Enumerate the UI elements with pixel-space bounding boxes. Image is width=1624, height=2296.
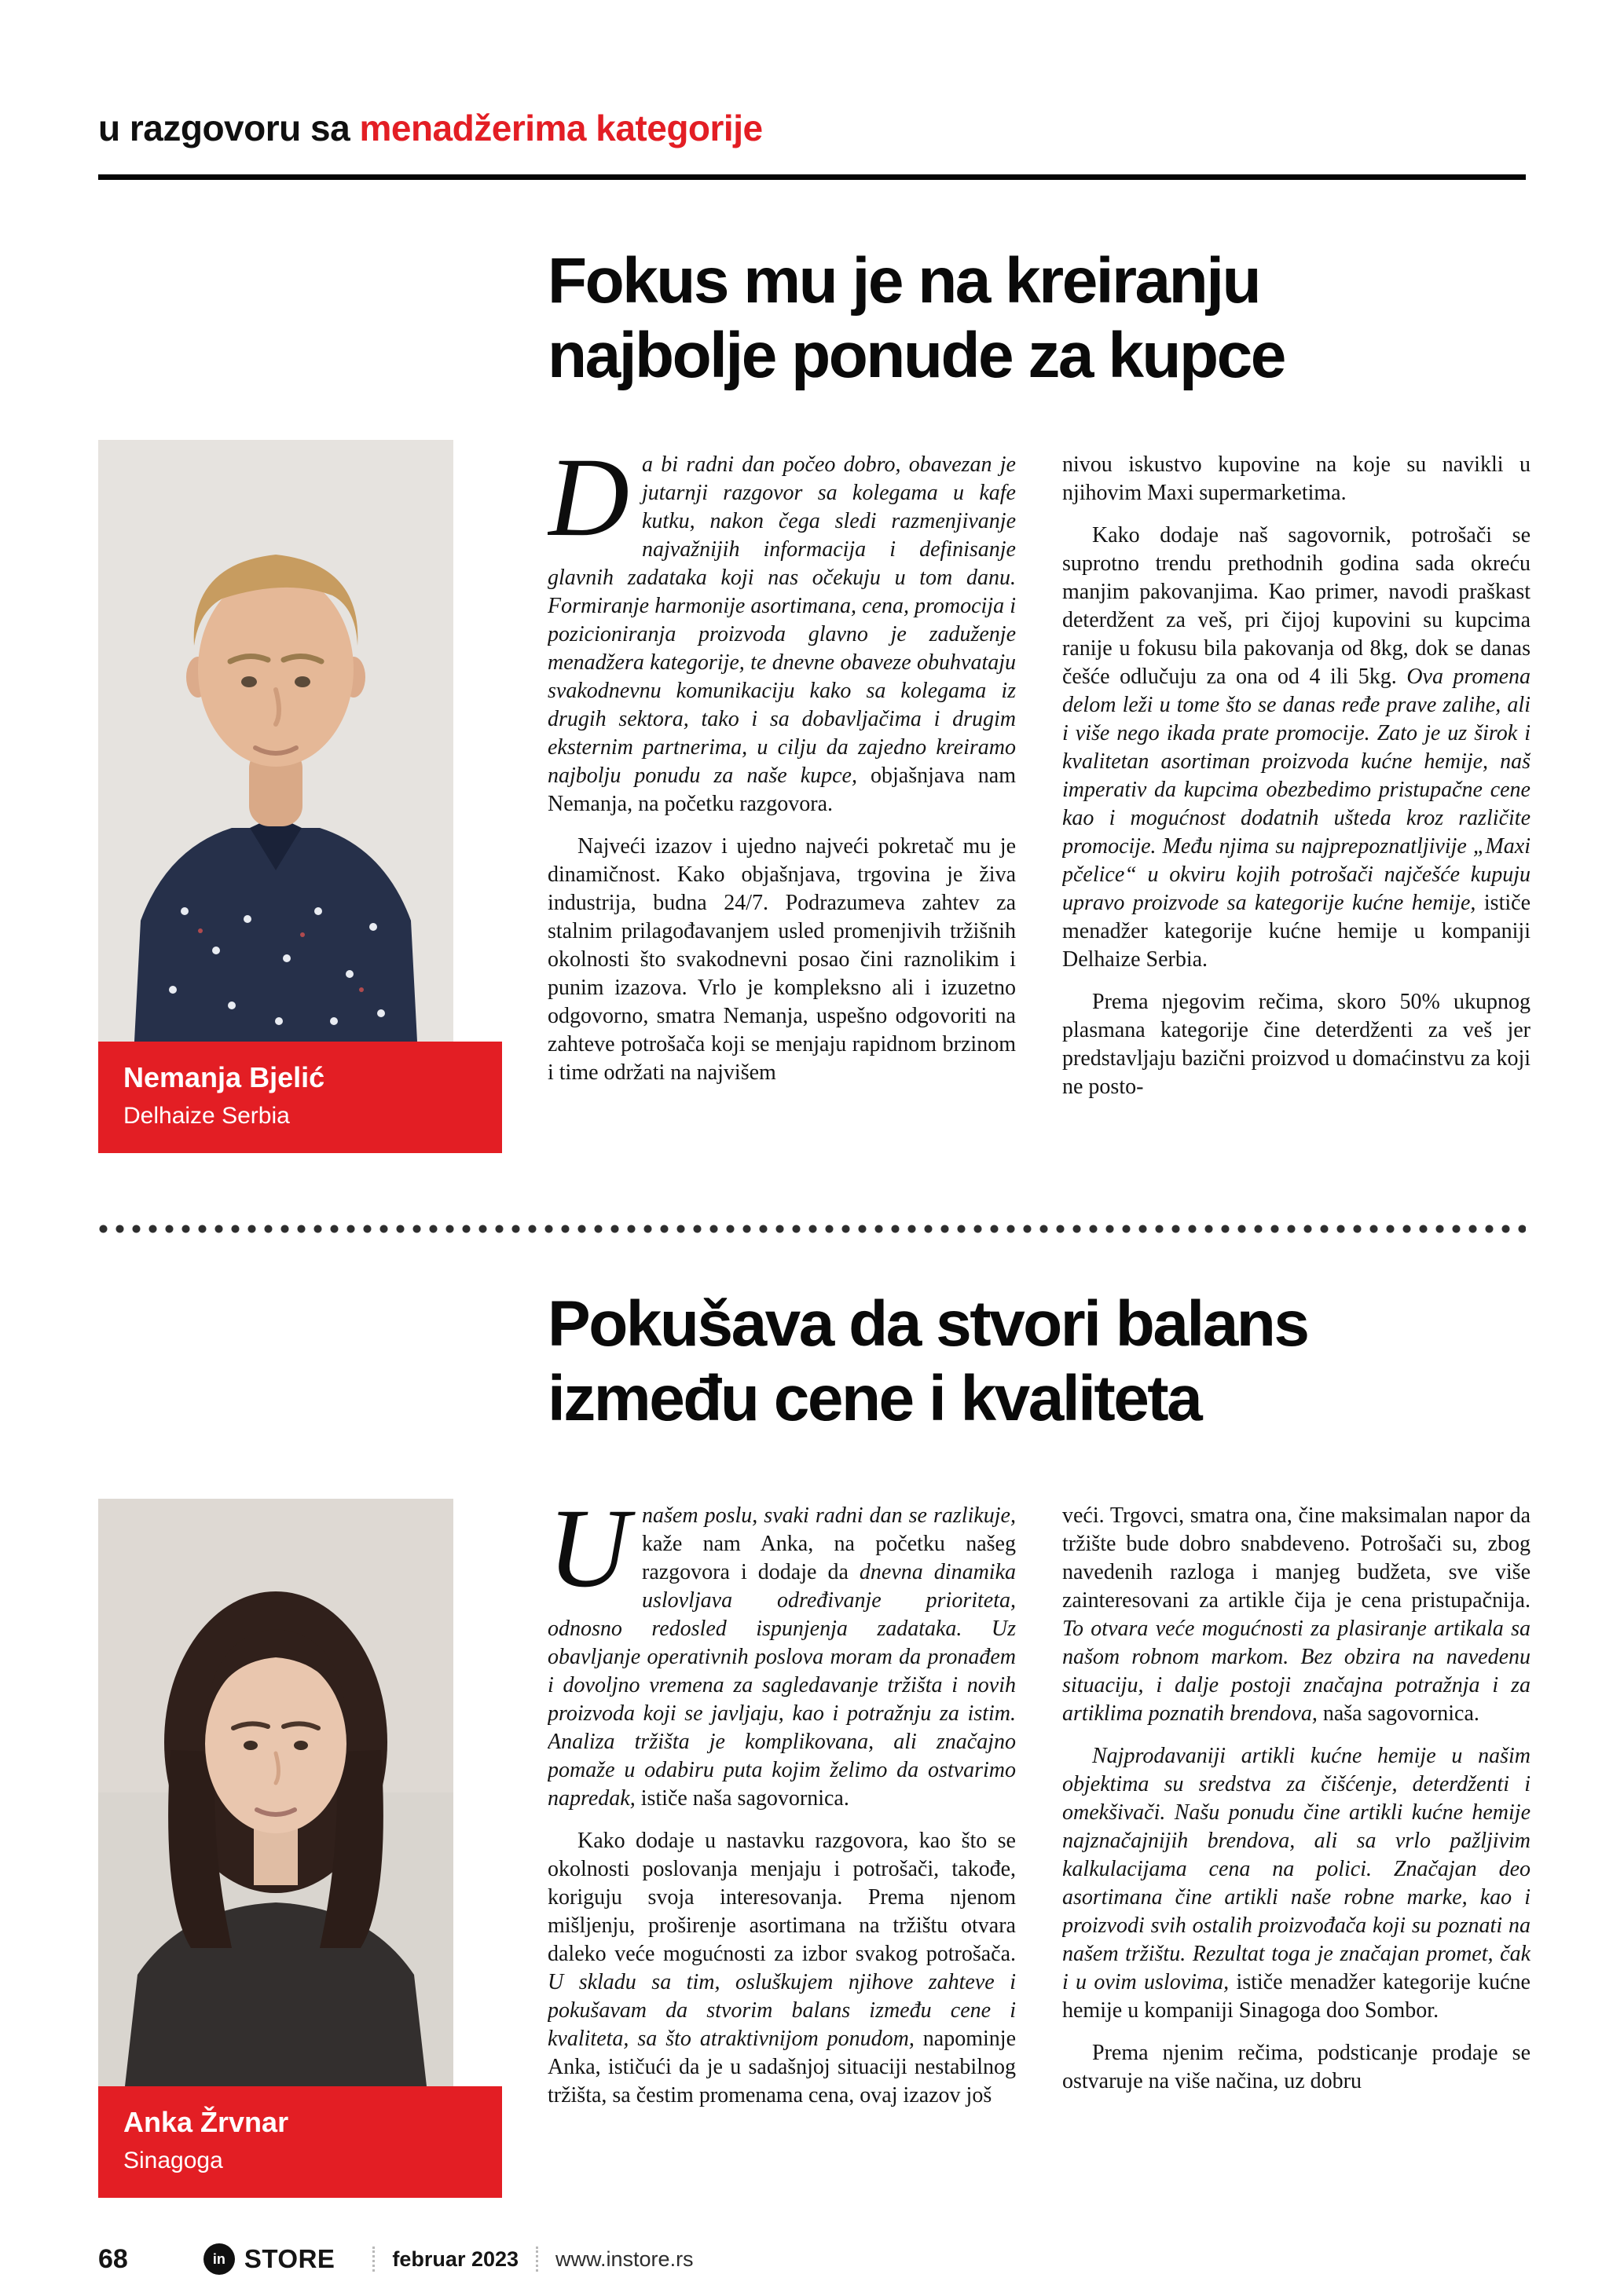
dotted-separator xyxy=(98,1224,1526,1234)
article1-caption-box xyxy=(98,1042,502,1153)
paragraph xyxy=(548,1502,1016,1813)
body-text: Kako dodaje naš sagovornik, potrošači se suprotno trendu prethodnih godina sada okreću manjim pakovanjima. Kao primer, navodi praškast deterdžent za veš, pri čijoj kupovini su kupcima ranije u fokusu bila pakovanja od 8kg, dok se danas češće odlučuju za ona od 4 ili 5kg. xyxy=(1062,523,1531,689)
quote-text: dnevna dinamika uslovljava određivanje prioriteta, odnosno redosled ispunjenja zadataka. Uz obavljanje operativnih poslova moram da pronađem i dovoljno vremena za sagledavanje tržišta i novih proizvoda koji se javljaju, kao i potražnju za istim. Analiza tržišta je komplikovana, ali značajno pomaže u odabiru puta kojim želimo da ostvarimo napredak, xyxy=(548,1560,1016,1811)
body-text: veći. Trgovci, smatra ona, čine maksimalan napor da tržište bude dobro snabdeveno. Potrošači su, zbog navedenih razloga i manjeg budžeta, sve više zainteresovani za artikle čija je cena pristupačnija. xyxy=(1062,1503,1531,1613)
magazine-logo-text: STORE xyxy=(244,2244,335,2273)
body-text: Prema njegovim rečima, skoro 50% ukupnog plasmana kategorije čine deterdženti za veš jer predstavljaju bazični proizvod u domaćinstvu za koji ne posto- xyxy=(1062,990,1531,1099)
drop-cap: U xyxy=(548,1502,629,1611)
instore-logo-icon: in xyxy=(203,2243,235,2275)
article2-person-name: Anka Žrvnar xyxy=(123,2106,289,2138)
paragraph xyxy=(548,451,1016,818)
quote-text: U skladu sa tim, osluškujem njihove zahteve i pokušavam da stvorim balans između cene i kvaliteta, sa što atraktivnijom ponudom, xyxy=(548,1970,1016,2051)
quote-text: Ova promena delom leži u tome što se danas ređe prave zalihe, ali i više nego ikada prate promocije. Zato je uz širok i kvalitetan asortiman proizvoda kućne hemije, naš imperativ da kupcima obezbedimo pristupačne cene kao i mogućnost dodatnih ušteda kroz različite promocije. Među njima su najprepoznatljivije „Maxi pčelice“ u okviru kojih potrošači najčešće kupuju upravo proizvode sa kategorije kućne hemije, xyxy=(1062,665,1531,915)
article2-column-2 xyxy=(1062,1502,1531,2232)
paragraph xyxy=(1062,988,1531,1101)
body-text: Prema njenim rečima, podsticanje prodaje se ostvaruje na više načina, uz dobru xyxy=(1062,2041,1531,2093)
section-kicker xyxy=(98,107,763,149)
kicker-prefix: u razgovoru sa xyxy=(98,108,360,148)
article1-title-line1: Fokus mu je na kreiranju xyxy=(548,245,1260,317)
page-footer xyxy=(98,2240,1526,2278)
article2-portrait-photo xyxy=(98,1499,453,2086)
paragraph xyxy=(1062,522,1531,974)
header-rule xyxy=(98,174,1526,180)
article1-person-name: Nemanja Bjelić xyxy=(123,1061,325,1093)
body-text: ističe naša sagovornica. xyxy=(640,1786,849,1811)
article2-title-line2: između cene i kvaliteta xyxy=(548,1363,1201,1434)
issue-date: februar 2023 xyxy=(392,2247,519,2271)
quote-text: a bi radni dan počeo dobro, obavezan je jutarnji razgovor sa kolegama u kafe kutku, nakon čega sledi razmenjivanje najvažnijih informacija i definisanje glavnih zadataka koji nas očekuju u tom danu. Formiranje harmonije asortimana, cena, promocija i pozicioniranja proizvoda glavno je zaduženje menadžera kategorije, te dnevne obaveze obuhvataju svakodnevnu komunikaciju kako sa kolegama iz drugih sektora, tako i sa dobavljačima i drugim eksternim partnerima, u cilju da zajedno kreiramo najbolju ponudu za naše kupce, xyxy=(548,452,1016,788)
footer-separator xyxy=(372,2247,375,2272)
article1-person-company: Delhaize Serbia xyxy=(123,1103,290,1129)
article2-person-company: Sinagoga xyxy=(123,2148,223,2173)
body-text: ističe menadžer kategorije kućne hemije u kompaniji Sinagoga doo Sombor. xyxy=(1062,1970,1531,2023)
article1-column-2 xyxy=(1062,451,1531,1210)
paragraph xyxy=(548,833,1016,1087)
page-number: 68 xyxy=(98,2243,128,2274)
body-text: kaže nam Anka, na početku našeg razgovora i dodaje da xyxy=(642,1532,1016,1584)
kicker-highlight: menadžerima kategorije xyxy=(359,108,763,148)
paragraph xyxy=(1062,1742,1531,2025)
body-text: Najveći izazov i ujedno najveći pokretač mu je dinamičnost. Kako objašnjava, trgovina je živa industrija, budna 24/7. Podrazumeva zahtev za stalnim prilagođavanjem usled promenjivih tržišnih okolnosti što svakodnevni posao čini raznolikim i punim izazova. Vrlo je kompleksno ali i izuzetno odgovorno, smatra Nemanja, uspešno odgovoriti na zahteve potrošača koji se menjaju rapidnom brzinom i time održati na najvišem xyxy=(548,834,1016,1085)
drop-cap: D xyxy=(548,451,629,560)
body-text: naša sagovornica. xyxy=(1322,1701,1479,1726)
article1-title-line2: najbolje ponude za kupce xyxy=(548,320,1285,391)
article1-column-1 xyxy=(548,451,1016,1210)
body-text: objašnjava nam Nemanja, na početku razgovora. xyxy=(548,764,1016,816)
footer-separator xyxy=(536,2247,538,2272)
article2-title xyxy=(548,1287,1308,1436)
article2-title-line1: Pokušava da stvori balans xyxy=(548,1288,1308,1360)
paragraph xyxy=(1062,2039,1531,2096)
paragraph xyxy=(1062,451,1531,507)
magazine-logo xyxy=(203,2243,335,2275)
quote-text: našem poslu, svaki radni dan se razlikuje, xyxy=(642,1503,1016,1528)
body-text: napominje Anka, ističući da je u sadašnjoj situaciji nestabilnog tržišta, sa čestim promenama cena, ovaj izazov još xyxy=(548,2027,1016,2107)
body-text: nivou iskustvo kupovine na koje su navikli u njihovim Maxi supermarketima. xyxy=(1062,452,1531,505)
website-link[interactable]: www.instore.rs xyxy=(555,2247,694,2271)
article2-caption-box xyxy=(98,2086,502,2198)
quote-text: Najprodavaniji artikli kućne hemije u našim objektima su sredstva za čišćenje, deterdženti i omekšivači. Našu ponudu čine artikli kućne hemije najznačajnijih brendova, ali sa vrlo pažljivim kalkulacijama cena na polici. Značajan deo asortimana čine artikli naše robne marke, kao i proizvodi svih ostalih proizvođača koji su poznati na našem tržištu. Rezultat toga je značajan promet, čak i u ovim uslovima, xyxy=(1062,1744,1531,1994)
quote-text: To otvara veće mogućnosti za plasiranje artikala sa našom robnom markom. Bez obzira na navedenu situaciju, i dalje postoji značajna potražnja i za artiklima poznatih brendova, xyxy=(1062,1617,1531,1726)
article1-portrait-photo xyxy=(98,440,453,1042)
body-text: ističe menadžer kategorije kućne hemije u kompaniji Delhaize Serbia. xyxy=(1062,891,1531,972)
paragraph xyxy=(1062,1502,1531,1728)
body-text: Kako dodaje u nastavku razgovora, kao što se okolnosti poslovanja menjaju i potrošači, takođe, koriguju svoja interesovanja. Prema njenom mišljenju, proširenje asortimana na tržištu otvara daleko veće mogućnosti za izbor svakog potrošača. xyxy=(548,1829,1016,1966)
article2-column-1 xyxy=(548,1502,1016,2232)
article1-title xyxy=(548,244,1285,393)
paragraph xyxy=(548,1827,1016,2110)
